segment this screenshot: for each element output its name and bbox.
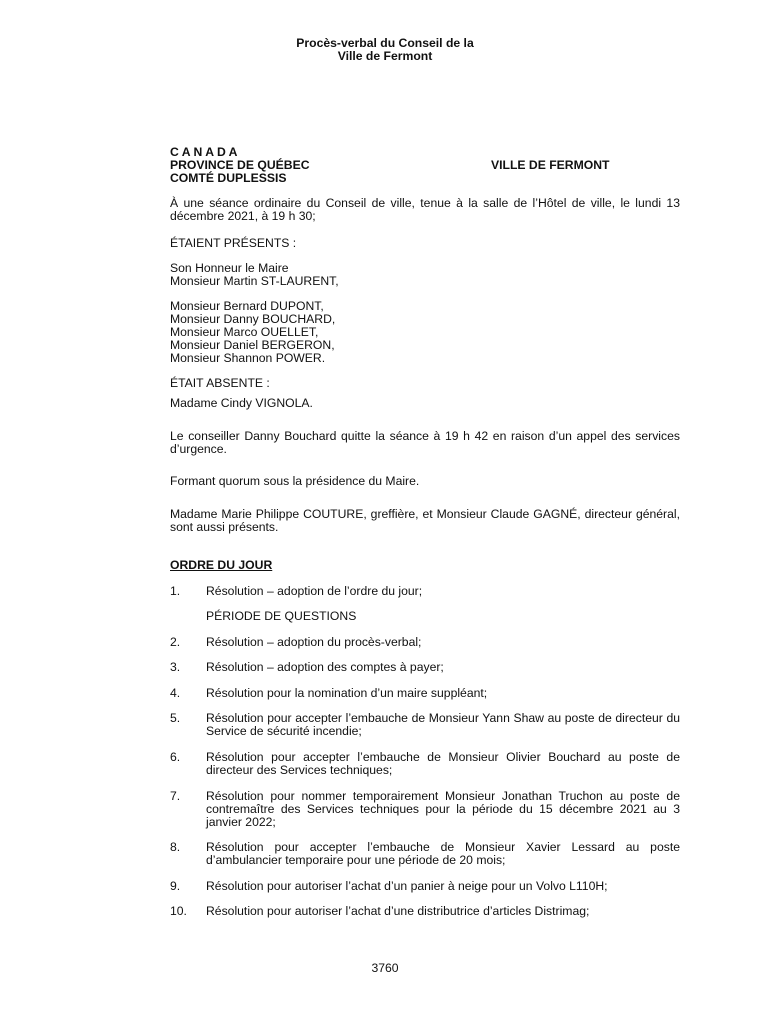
city-label: VILLE DE FERMONT bbox=[491, 158, 610, 172]
agenda-item-number: 8. bbox=[170, 840, 181, 854]
agenda-item-text: Résolution pour nommer temporairement Monsieur Jonathan Truchon au poste de contremaître des Services techniques pour la période du 15 décembre 2021 au 3 janvier 2022; bbox=[206, 789, 680, 829]
absent-heading: ÉTAIT ABSENTE : bbox=[170, 376, 270, 390]
mayor-title: Son Honneur le Maire bbox=[170, 261, 289, 275]
councillor-item: Monsieur Shannon POWER. bbox=[170, 351, 326, 365]
councillor-item: Monsieur Danny BOUCHARD, bbox=[170, 312, 336, 326]
country-line: C A N A D A bbox=[170, 145, 238, 159]
agenda-item-text: Résolution pour accepter l’embauche de Monsieur Xavier Lessard au poste d’ambulancier temporaire pour une période de 20 mois; bbox=[206, 840, 680, 867]
page-number: 3760 bbox=[371, 961, 399, 975]
agenda-item-text: Résolution pour autoriser l’achat d’une distributrice d’articles Distrimag; bbox=[206, 904, 590, 918]
councillor-item: Monsieur Daniel BERGERON, bbox=[170, 338, 335, 352]
agenda-item-number: 1. bbox=[170, 584, 181, 598]
councillor-item: Monsieur Marco OUELLET, bbox=[170, 325, 319, 339]
question-period-label: PÉRIODE DE QUESTIONS bbox=[206, 609, 357, 623]
agenda-item-text: Résolution – adoption de l’ordre du jour; bbox=[206, 584, 423, 598]
agenda-item-number: 5. bbox=[170, 711, 181, 725]
agenda-item-text: Résolution – adoption des comptes à payer; bbox=[206, 660, 444, 674]
agenda-heading: ORDRE DU JOUR bbox=[170, 558, 273, 572]
officials-statement: Madame Marie Philippe COUTURE, greffière, et Monsieur Claude GAGNÉ, directeur général, sont aussi présents. bbox=[170, 507, 680, 534]
county-line: COMTÉ DUPLESSIS bbox=[170, 171, 287, 185]
agenda-item-text: Résolution pour autoriser l’achat d’un panier à neige pour un Volvo L110H; bbox=[206, 879, 608, 893]
agenda-item-text: Résolution pour la nomination d’un maire suppléant; bbox=[206, 686, 488, 700]
agenda-item-text: Résolution pour accepter l’embauche de Monsieur Yann Shaw au poste de directeur du Service de sécurité incendie; bbox=[206, 711, 680, 738]
mayor-name: Monsieur Martin ST-LAURENT, bbox=[170, 274, 339, 288]
agenda-item-number: 7. bbox=[170, 789, 181, 803]
mayor-block bbox=[170, 262, 680, 288]
document-header bbox=[0, 37, 770, 63]
councillors-list bbox=[170, 300, 680, 365]
header-title-line1: Procès-verbal du Conseil de la bbox=[296, 36, 474, 50]
province-line: PROVINCE DE QUÉBEC bbox=[170, 158, 310, 172]
agenda-item-text: Résolution pour accepter l’embauche de Monsieur Olivier Bouchard au poste de directeur des Services techniques; bbox=[206, 750, 680, 777]
agenda-item-number: 3. bbox=[170, 660, 181, 674]
agenda-item-number: 9. bbox=[170, 879, 181, 893]
agenda-item-text: Résolution – adoption du procès-verbal; bbox=[206, 635, 422, 649]
departure-note: Le conseiller Danny Bouchard quitte la séance à 19 h 42 en raison d’un appel des services d’urgence. bbox=[170, 429, 680, 456]
absent-name: Madame Cindy VIGNOLA. bbox=[170, 396, 313, 410]
agenda-item-number: 4. bbox=[170, 686, 181, 700]
intro-paragraph: À une séance ordinaire du Conseil de ville, tenue à la salle de l’Hôtel de ville, le lundi 13 décembre 2021, à 19 h 30; bbox=[170, 196, 680, 223]
councillor-item: Monsieur Bernard DUPONT, bbox=[170, 299, 324, 313]
quorum-statement: Formant quorum sous la présidence du Maire. bbox=[170, 474, 420, 488]
present-heading: ÉTAIENT PRÉSENTS : bbox=[170, 236, 297, 250]
agenda-item-number: 10. bbox=[170, 904, 187, 918]
header-title-line2: Ville de Fermont bbox=[337, 49, 433, 63]
agenda-item-number: 2. bbox=[170, 635, 181, 649]
agenda-item-number: 6. bbox=[170, 750, 181, 764]
